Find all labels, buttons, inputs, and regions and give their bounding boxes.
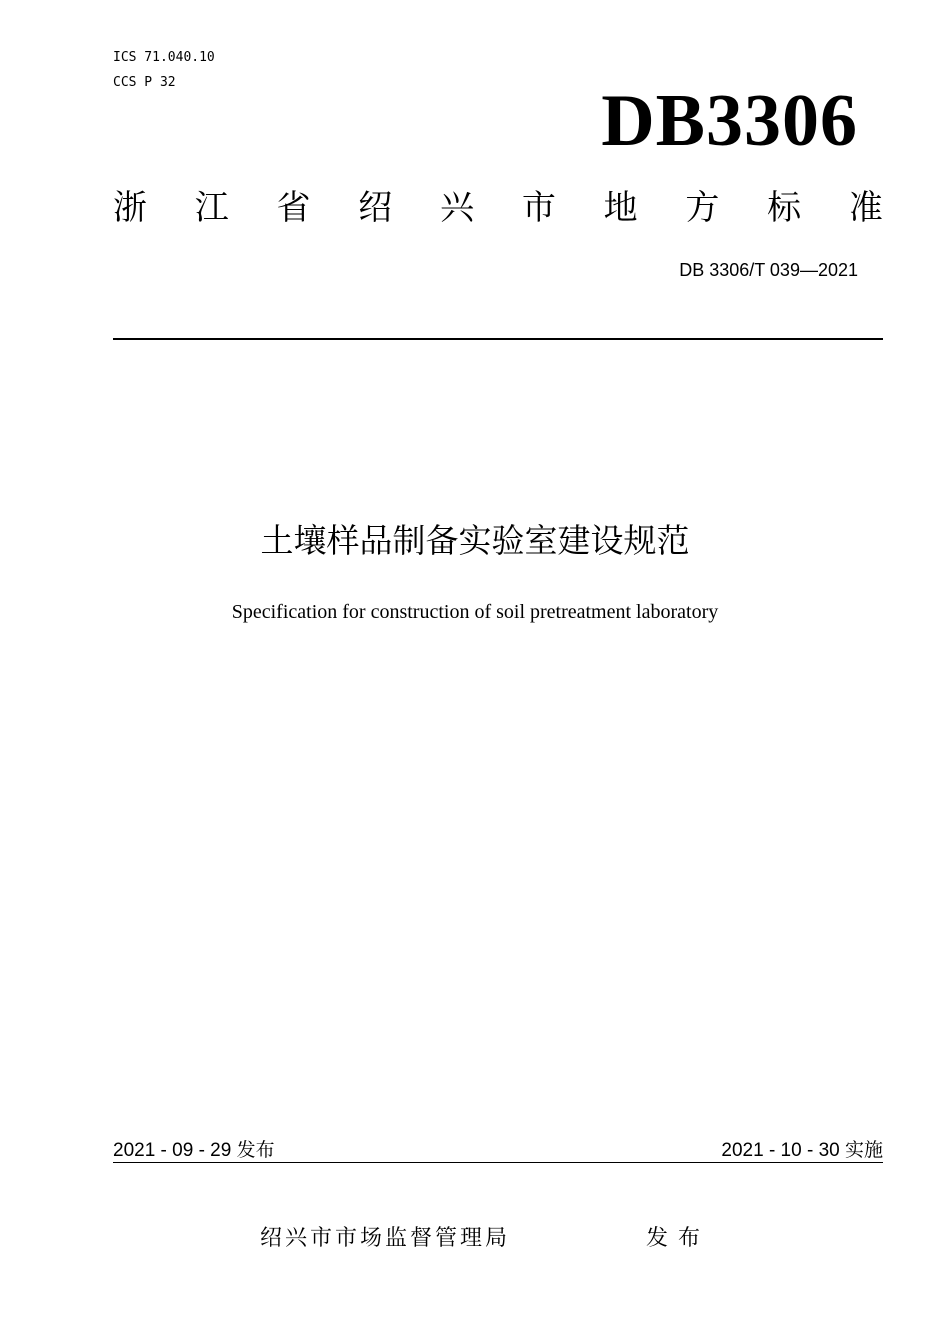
document-title-english: Specification for construction of soil pretreatment laboratory bbox=[231, 601, 719, 623]
standard-type-char: 绍 bbox=[358, 188, 393, 228]
issuing-authority: 绍兴市市场监督管理局 bbox=[260, 1226, 511, 1251]
standard-type-char: 地 bbox=[603, 188, 638, 228]
publish-label: 发布 bbox=[646, 1226, 711, 1251]
document-title-chinese: 土壤样品制备实验室建设规范 bbox=[260, 521, 690, 560]
header-divider bbox=[113, 338, 883, 340]
standard-type-heading bbox=[113, 186, 883, 230]
implementation-date: 2021 - 10 - 30 实施 bbox=[721, 1140, 883, 1161]
standard-number: DB 3306/T 039—2021 bbox=[679, 260, 858, 280]
standard-type-char: 标 bbox=[767, 188, 802, 228]
issue-date: 2021 - 09 - 29 发布 bbox=[113, 1140, 275, 1161]
standard-type-char: 江 bbox=[194, 188, 229, 228]
standard-type-char: 方 bbox=[685, 188, 720, 228]
standard-type-char: 兴 bbox=[440, 188, 475, 228]
ics-code: ICS 71.040.10 bbox=[113, 50, 215, 65]
standard-logo: DB3306 bbox=[601, 80, 858, 162]
standard-type-char: 浙 bbox=[113, 188, 147, 228]
standard-type-char: 省 bbox=[276, 188, 311, 228]
ccs-code: CCS P 32 bbox=[113, 75, 176, 90]
footer-divider bbox=[113, 1162, 883, 1163]
standard-type-char: 市 bbox=[521, 188, 556, 228]
standard-type-char: 准 bbox=[848, 188, 883, 228]
